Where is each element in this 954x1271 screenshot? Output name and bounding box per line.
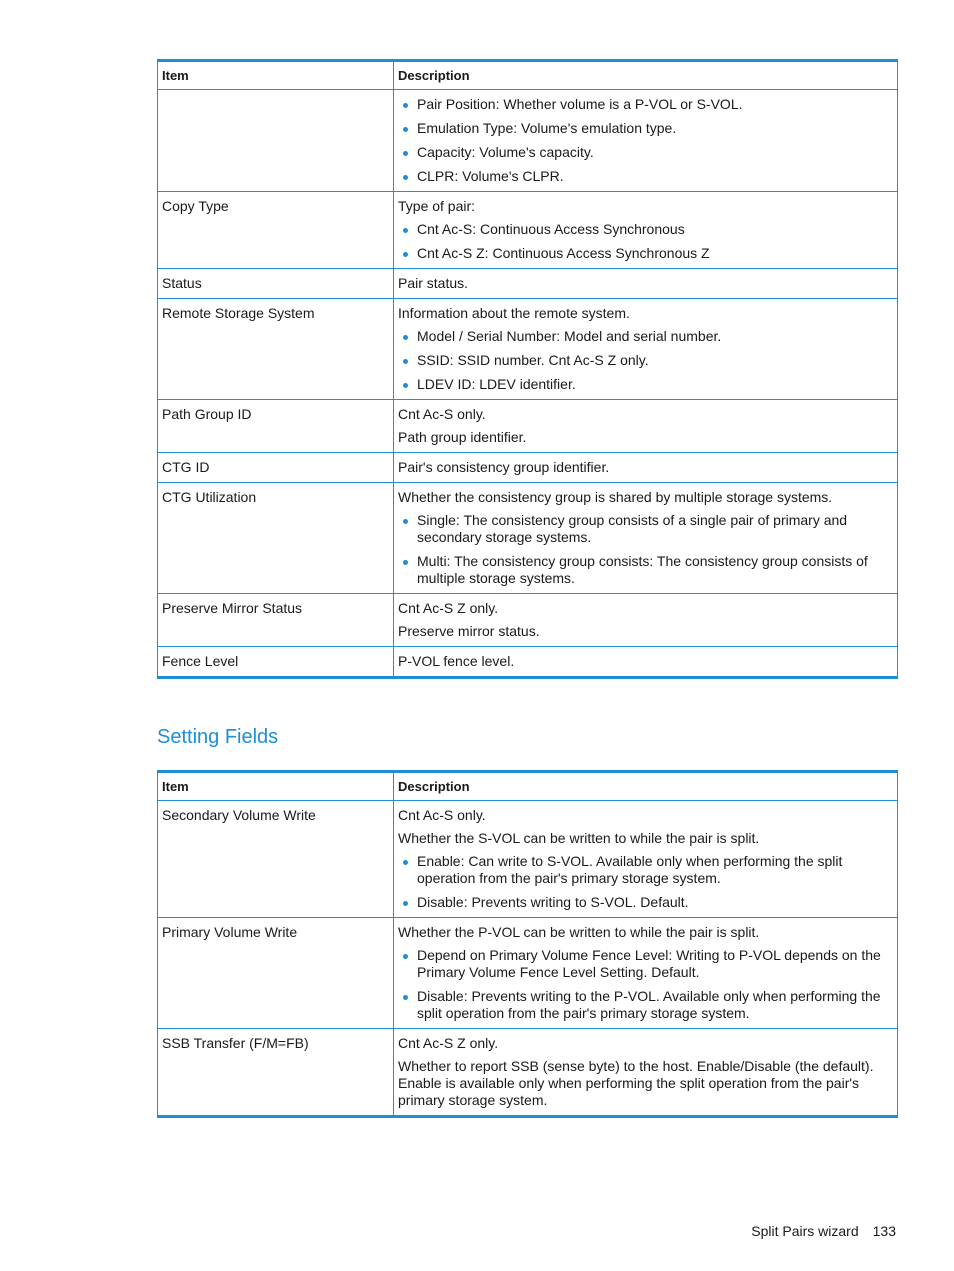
description-text: P-VOL fence level.	[398, 653, 515, 669]
section-title: Setting Fields	[157, 726, 279, 748]
bullet-item: Depend on Primary Volume Fence Level: Writing to P-VOL depends on the Primary Volume Fence Level Setting. Default.	[417, 947, 889, 981]
fields-table-body	[158, 90, 898, 678]
table-row	[158, 647, 898, 678]
bullet-item: Disable: Prevents writing to S-VOL. Default.	[417, 894, 889, 911]
table-row	[158, 90, 898, 192]
item-cell: Fence Level	[158, 647, 394, 678]
bullet-item: Model / Serial Number: Model and serial number.	[417, 328, 889, 345]
table-row	[158, 299, 898, 400]
item-cell: CTG Utilization	[158, 483, 394, 594]
item-cell: Preserve Mirror Status	[158, 594, 394, 647]
item-cell: Path Group ID	[158, 400, 394, 453]
header-description: Description	[394, 61, 898, 90]
description-cell	[394, 647, 898, 678]
description-cell	[394, 918, 898, 1029]
description-text: Cnt Ac-S only.	[398, 406, 486, 422]
table-row	[158, 400, 898, 453]
description-text: Whether the S-VOL can be written to while the pair is split.	[398, 830, 760, 846]
header-description: Description	[394, 772, 898, 801]
table-row	[158, 594, 898, 647]
description-cell	[394, 453, 898, 483]
bullet-item: Disable: Prevents writing to the P-VOL. Available only when performing the split operation from the pair's primary storage system.	[417, 988, 889, 1022]
item-cell: Secondary Volume Write	[158, 801, 394, 918]
item-cell	[158, 90, 394, 192]
item-cell: Copy Type	[158, 192, 394, 269]
description-cell	[394, 1029, 898, 1117]
bullet-item: Cnt Ac-S: Continuous Access Synchronous	[417, 221, 889, 238]
item-cell: CTG ID	[158, 453, 394, 483]
description-cell	[394, 269, 898, 299]
footer-section-name: Split Pairs wizard	[751, 1223, 859, 1239]
description-text: Cnt Ac-S Z only.	[398, 600, 499, 616]
description-text: Cnt Ac-S Z only.	[398, 1035, 499, 1051]
table-row	[158, 453, 898, 483]
bullet-list	[398, 853, 889, 911]
bullet-list	[398, 96, 889, 185]
bullet-item: Capacity: Volume's capacity.	[417, 144, 889, 161]
description-cell	[394, 299, 898, 400]
item-cell: Remote Storage System	[158, 299, 394, 400]
description-cell	[394, 90, 898, 192]
item-cell: SSB Transfer (F/M=FB)	[158, 1029, 394, 1117]
table-header-row	[158, 772, 898, 801]
description-cell	[394, 400, 898, 453]
description-cell	[394, 483, 898, 594]
bullet-item: LDEV ID: LDEV identifier.	[417, 376, 889, 393]
description-text: Whether to report SSB (sense byte) to the host. Enable/Disable (the default). Enable is available only when performing the split operation from the pair's primary storage system.	[398, 1058, 874, 1108]
header-item: Item	[158, 61, 394, 90]
description-text: Type of pair:	[398, 198, 476, 214]
table-row	[158, 269, 898, 299]
bullet-list	[398, 328, 889, 393]
description-cell	[394, 594, 898, 647]
bullet-item: Single: The consistency group consists of a single pair of primary and secondary storage systems.	[417, 512, 889, 546]
table-row	[158, 918, 898, 1029]
bullet-item: CLPR: Volume's CLPR.	[417, 168, 889, 185]
bullet-list	[398, 221, 889, 262]
description-text: Pair status.	[398, 275, 469, 291]
description-text: Whether the P-VOL can be written to while the pair is split.	[398, 924, 760, 940]
description-text: Information about the remote system.	[398, 305, 630, 321]
description-text: Path group identifier.	[398, 429, 527, 445]
item-cell: Status	[158, 269, 394, 299]
page-number: 133	[872, 1223, 896, 1239]
description-text: Cnt Ac-S only.	[398, 807, 486, 823]
setting-fields-table	[157, 770, 898, 1118]
description-text: Whether the consistency group is shared by multiple storage systems.	[398, 489, 833, 505]
bullet-item: Emulation Type: Volume's emulation type.	[417, 120, 889, 137]
table-header-row	[158, 61, 898, 90]
description-text: Pair's consistency group identifier.	[398, 459, 610, 475]
setting-fields-table-body	[158, 801, 898, 1117]
description-text: Preserve mirror status.	[398, 623, 540, 639]
table-row	[158, 801, 898, 918]
bullet-list	[398, 512, 889, 587]
table-row	[158, 192, 898, 269]
header-item: Item	[158, 772, 394, 801]
bullet-item: Cnt Ac-S Z: Continuous Access Synchronous Z	[417, 245, 889, 262]
description-cell	[394, 801, 898, 918]
bullet-item: SSID: SSID number. Cnt Ac-S Z only.	[417, 352, 889, 369]
table-row	[158, 1029, 898, 1117]
bullet-item: Multi: The consistency group consists: The consistency group consists of multiple storage systems.	[417, 553, 889, 587]
bullet-item: Enable: Can write to S-VOL. Available only when performing the split operation from the pair's primary storage system.	[417, 853, 889, 887]
bullet-item: Pair Position: Whether volume is a P-VOL or S-VOL.	[417, 96, 889, 113]
table-row	[158, 483, 898, 594]
page-footer	[751, 1223, 896, 1239]
bullet-list	[398, 947, 889, 1022]
description-cell	[394, 192, 898, 269]
item-cell: Primary Volume Write	[158, 918, 394, 1029]
fields-table	[157, 59, 898, 679]
